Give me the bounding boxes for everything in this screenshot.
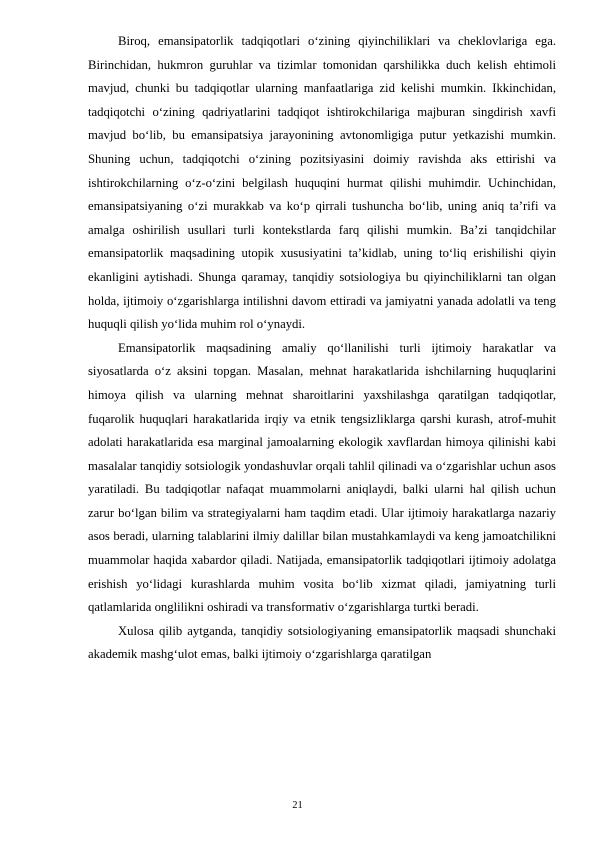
page-number: 21 — [292, 800, 303, 811]
body-text — [88, 30, 556, 667]
paragraph-3: Xulosa qilib aytganda, tanqidiy sotsiologiyaning emansipatorlik maqsadi shunchaki akademik mashg‘ulot emas, balki ijtimoiy o‘zgarishlarga qaratilgan — [88, 623, 556, 662]
paragraph-1: Biroq, emansipatorlik tadqiqotlari o‘zining qiyinchiliklari va cheklovlariga ega. Birinchidan, hukmron guruhlar va tizimlar tomonidan qarshilikka duch kelish ehtimoli mavjud, chunki bu tadqiqotlar ularning manfaatlariga zid kelishi mumkin. Ikkinchidan, tadqiqotchi o‘zining qadriyatlarini tadqiqot ishtirokchilariga majburan singdirish xavfi mavjud bo‘lib, bu emansipatsiya jarayonining avtonomligiga putur yetkazishi mumkin. Shuning uchun, tadqiqotchi o‘zining pozitsiyasini doimiy ravishda aks ettirishi va ishtirokchilarning o‘z-o‘zini belgilash huquqini hurmat qilishi muhimdir. Uchinchidan, emansipatsiyaning o‘zi murakkab va ko‘p qirrali tushuncha bo‘lib, uning aniq ta’rifi va amalga oshirilish usullari turli kontekstlarda farq qilishi mumkin. Ba’zi tanqidchilar emansipatorlik maqsadining utopik xususiyatini ta’kidlab, uning to‘liq erishilishi qiyin ekanligini aytishadi. Shunga qaramay, tanqidiy sotsiologiya bu qiyinchiliklarni tan olgan holda, ijtimoiy o‘zgarishlarga intilishni davom ettiradi va jamiyatni yanada adolatli va teng huquqli qilish yo‘lida muhim rol o‘ynaydi. — [88, 34, 556, 332]
paragraph-2: Emansipatorlik maqsadining amaliy qo‘llanilishi turli ijtimoiy harakatlar va siyosatlarda o‘z aksini topgan. Masalan, mehnat harakatlarida ishchilarning huquqlarini himoya qilish va ularning mehnat sharoitlarini yaxshilashga qaratilgan tadqiqotlar, fuqarolik huquqlari harakatlarida irqiy va etnik tengsizliklarga qarshi kurash, atrof-muhit adolati harakatlarida esa marginal jamoalarning ekologik xavflardan himoya qilinishi kabi masalalar tanqidiy sotsiologik yondashuvlar orqali tahlil qilinadi va o‘zgarishlar uchun asos yaratiladi. Bu tadqiqotlar nafaqat muammolarni aniqlaydi, balki ularni hal qilish uchun zarur bo‘lgan bilim va strategiyalarni ham taqdim etadi. Ular ijtimoiy harakatlarga nazariy asos beradi, ularning talablarini ilmiy dalillar bilan mustahkamlaydi va keng jamoatchilikni muammolar haqida xabardor qiladi. Natijada, emansipatorlik tadqiqotlari ijtimoiy adolatga erishish yo‘lidagi kurashlarda muhim vosita bo‘lib xizmat qiladi, jamiyatning turli qatlamlarida onglilikni oshiradi va transformativ o‘zgarishlarga turtki beradi. — [88, 340, 556, 615]
